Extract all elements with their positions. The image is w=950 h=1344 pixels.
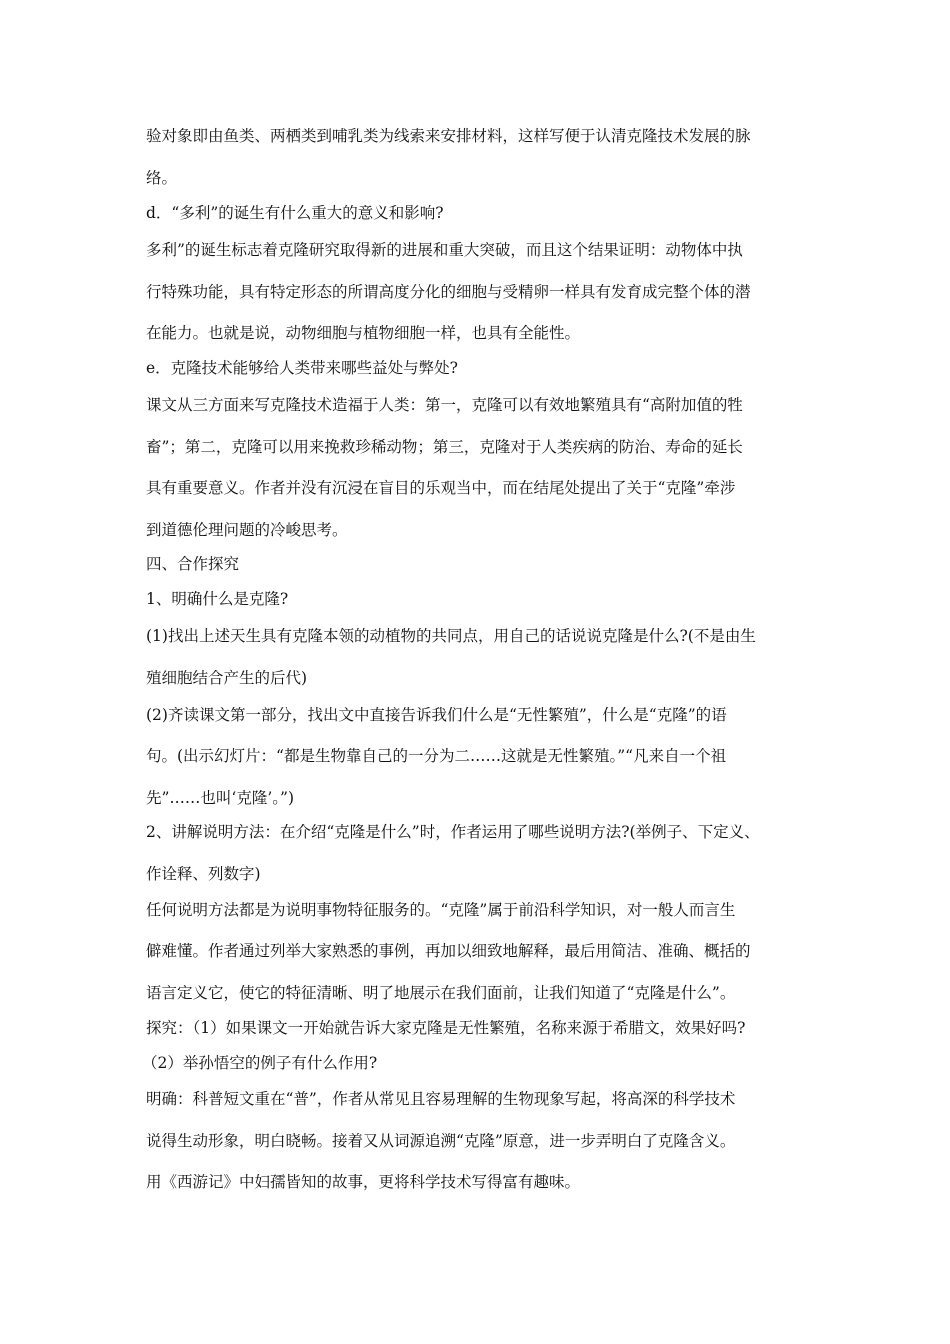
text-line: 先”……也叫‘克隆’。”) [146, 789, 294, 807]
text-line: d．“多利”的诞生有什么重大的意义和影响? [146, 204, 444, 222]
text-line: 明确：科普短文重在“普”，作者从常见且容易理解的生物现象写起，将高深的科学技术 [146, 1090, 736, 1108]
text-line: 具有重要意义。作者并没有沉浸在盲目的乐观当中，而在结尾处提出了关于“克隆”牵涉 [146, 479, 736, 497]
text-line: 2、讲解说明方法：在介绍“克隆是什么”时，作者运用了哪些说明方法?(举例子、下定义、 [146, 823, 760, 841]
text-line: 到道德伦理问题的冷峻思考。 [146, 521, 348, 539]
text-line: 作诠释、列数字) [146, 865, 261, 883]
text-line: 验对象即由鱼类、两栖类到哺乳类为线索来安排材料，这样写便于认清克隆技术发展的脉 [146, 127, 751, 145]
text-line: 在能力。也就是说，动物细胞与植物细胞一样，也具有全能性。 [146, 324, 581, 342]
text-line: 句。(出示幻灯片：“都是生物靠自己的一分为二……这就是无性繁殖。”“凡来自一个祖 [146, 747, 727, 765]
text-line: 任何说明方法都是为说明事物特征服务的。“克隆”属于前沿科学知识，对一般人而言生 [146, 901, 736, 919]
text-line: 课文从三方面来写克隆技术造福于人类：第一，克隆可以有效地繁殖具有“高附加值的牲 [146, 396, 743, 414]
text-line: 多利”的诞生标志着克隆研究取得新的进展和重大突破，而且这个结果证明：动物体中执 [146, 241, 743, 259]
section-heading: 四、合作探究 [146, 555, 240, 573]
text-line: 殖细胞结合产生的后代) [146, 669, 308, 687]
text-line: 畜”；第二，克隆可以用来挽救珍稀动物；第三，克隆对于人类疾病的防治、寿命的延长 [146, 438, 743, 456]
text-line: e．克隆技术能够给人类带来哪些益处与弊处? [146, 359, 458, 377]
text-line: 探究：（1）如果课文一开始就告诉大家克隆是无性繁殖，名称来源于希腊文，效果好吗? [146, 1019, 746, 1037]
text-line: 用《西游记》中妇孺皆知的故事，更将科学技术写得富有趣味。 [146, 1173, 581, 1191]
text-line: 行特殊功能，具有特定形态的所谓高度分化的细胞与受精卵一样具有发育成完整个体的潜 [146, 283, 751, 301]
text-line: 说得生动形象，明白晓畅。接着又从词源追溯“克隆”原意，进一步弄明白了克隆含义。 [146, 1132, 736, 1150]
text-line: （2）举孙悟空的例子有什么作用? [142, 1054, 378, 1072]
text-line: 僻难懂。作者通过列举大家熟悉的事例，再加以细致地解释，最后用简洁、准确、概括的 [146, 942, 751, 960]
text-line: 语言定义它，使它的特征清晰、明了地展示在我们面前，让我们知道了“克隆是什么”。 [146, 984, 736, 1002]
text-line: 1、明确什么是克隆? [146, 590, 289, 608]
text-line: 络。 [146, 169, 178, 187]
text-line: (2)齐读课文第一部分，找出文中直接告诉我们什么是“无性繁殖”，什么是“克隆”的语 [146, 706, 727, 724]
text-line: (1)找出上述天生具有克隆本领的动植物的共同点，用自己的话说说克隆是什么?(不是由生 [146, 627, 756, 645]
